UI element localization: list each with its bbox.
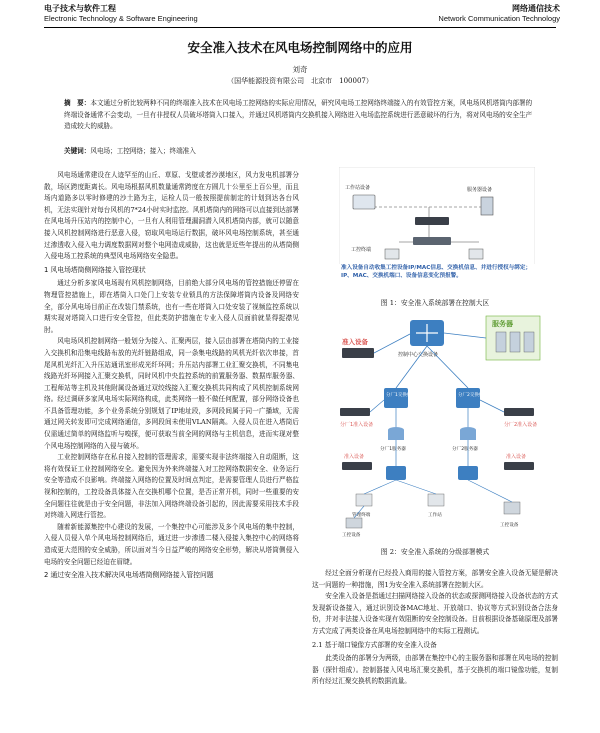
- top-access-device-label: 准入设备: [342, 338, 368, 346]
- industrial-device-left-label: 工控设备: [342, 533, 361, 538]
- server-rack-icon: [510, 332, 520, 352]
- sec1-paragraph-2: 风电场风机控制网络一般划分为接入、汇聚两层，接入层由部署在塔筒内的工业接入交换机和沿集电线路布放的光纤链路组成，同一条集电线路的风机光纤依次串接，首尾风机光纤汇入升压站通讯室形成光纤环网；升压站内部署工业汇聚交换机，不同集电线路光纤环网接入汇聚交换机，同时风机中央监控系统的前置服务器、数据库服务器、工程师站等主机及其他附属设备通过双绞线接入汇聚交换机共同构成了风机控制系统网络。经过调研多家风电场实际网络构成，此类网络一般不做任何配置，部分网络设备也不具备管理功能，多个业务系统分别规划了IP地址段，多网段间属于同一广播域，无需通过网关转发即可完成网络通信，多网段间未使用VLAN隔离。入侵人员在进入塔筒后仅需通过简单的网络监听与嗅探，便可获取当前全网的网络与主机信息，进而实现对整个风电场控制网络的入侵与破坏。: [44, 337, 299, 450]
- subsection-2-1-heading: 2.1 基于端口镜像方式部署的安全准入设备: [312, 640, 437, 649]
- section-2-heading: 2 通过安全准入技术解决风电场塔筒侧网络接入管控问题: [44, 571, 214, 580]
- management-terminal-icon: [356, 494, 372, 506]
- link-line: [444, 333, 486, 338]
- server-icon: [481, 197, 493, 215]
- branch-1-switch-label: 分厂1交换机: [386, 393, 412, 398]
- section-name-cn: 网络通信技术: [512, 4, 560, 13]
- right-column: [312, 568, 558, 688]
- journal-name-cn: 电子技术与软件工程: [44, 4, 116, 13]
- lower-right-access-label: 准入设备: [506, 454, 527, 460]
- server-group-label: 服务器: [492, 320, 513, 328]
- link-line: [370, 400, 384, 412]
- access-device-icon: [415, 217, 449, 225]
- branch-1-switch-icon: [384, 388, 408, 408]
- journal-header-left: [44, 4, 198, 24]
- right-paragraph-3: 此类设备的部署分为两级，由部署在集控中心的主服务器和部署在风电场的控制器（探针组成）。控制器接入风电场汇聚交换机，基于交换机的端口镜像功能，复制所有经过汇聚交换机的数据流量。: [312, 654, 558, 686]
- terminal-icon: [385, 249, 399, 259]
- link-line: [480, 400, 504, 412]
- section-name-en: Network Communication Technology: [438, 14, 560, 23]
- right-paragraph-1: 经过全面分析现有已经投入商用的接入管控方案，部署安全准入设备无疑是解决这一问题的一种措施，图1为安全准入系统部署在控制大区。: [312, 569, 558, 589]
- workstation-label: 工作站: [428, 513, 442, 518]
- server-rack-icon: [496, 332, 506, 352]
- lower-left-access-icon: [342, 462, 372, 470]
- branch-2-db-icon-body: [460, 430, 476, 440]
- workstation-icon: [428, 494, 444, 506]
- keywords-text: 风电场；工控网络；接入；终端准入: [90, 147, 196, 155]
- workstation-label: 工作站设备: [345, 185, 371, 191]
- sec1-paragraph-3: 工业控制网络存在私自接入控制的管理需求，需要实现非法终端接入自动阻断，这将有效保证工业控制网络安全。避免因为外来终端接入对工控网络数据安全、业务运行安全等造成不良影响。终端接入网络的位置及时间点判定，是需要管理人员进行严格监视和控制的，工控设备具体接入在交换机哪个位置，是否正常开机，同时一些重要的安全问题往往就是由于安全问题，非法加入网络终端设备引起的，因此需要采用技术手段对终端入网进行管控。: [44, 453, 299, 520]
- terminal-icon: [469, 249, 483, 259]
- paper-title: 安全准入技术在风电场控制网络中的应用: [187, 40, 413, 55]
- branch-2-access-label: 分厂2准入设备: [504, 422, 538, 428]
- management-terminal-label: 管理终端: [352, 513, 371, 518]
- abstract-text: 本文通过分析比较两种不同的终端准入技术在风电场工控网络的实际应用情况，研究风电场工控网络终端接入的有效管控方案，风电场风机塔筒内部署的终端设备通常不会变动，一旦有非授权人员破坏塔筒入口接入，并通过风机塔筒内交换机接入网络进入电场监控系统进行恶意破坏的行为，将对风电场的安全生产造成较大的威胁。: [64, 99, 533, 130]
- workstation-icon: [353, 195, 375, 209]
- lower-right-switch-icon: [458, 466, 478, 480]
- link-line: [374, 334, 410, 353]
- journal-name-en: Electronic Technology & Software Engineering: [44, 14, 198, 23]
- branch-2-server-label: 分厂2服务器: [452, 447, 478, 452]
- branch-2-switch-label: 分厂2交换机: [458, 393, 484, 398]
- server-label: 服务器设备: [467, 187, 493, 193]
- branch-1-server-label: 分厂1服务器: [380, 447, 406, 452]
- section-1-heading: 1 风电场塔筒侧网络接入管控现状: [44, 265, 146, 274]
- server-rack-icon: [524, 332, 534, 352]
- header-divider: [44, 27, 556, 28]
- affiliation: （国华能源投资有限公司 北京市 100007）: [227, 77, 373, 85]
- industrial-device-right-icon: [504, 502, 520, 514]
- switch-icon: [413, 237, 451, 245]
- link-line: [468, 480, 512, 502]
- keywords-label: 关键词：: [64, 147, 91, 155]
- link-line: [396, 480, 436, 494]
- keywords: [64, 145, 536, 155]
- industrial-terminal-label: 工控终端: [351, 247, 372, 253]
- branch-2-access-device-icon: [504, 408, 534, 416]
- banner-text-box: [341, 264, 533, 292]
- figure-1: [339, 167, 535, 292]
- figure-1-caption: 图 1：安全准入系统部署在控制大区: [380, 299, 490, 307]
- industrial-device-right-label: 工控设备: [500, 523, 519, 528]
- branch-1-access-device-icon: [340, 408, 370, 416]
- figure-2: [336, 312, 542, 538]
- banner-text: 准入设备自动收集工控设备IP/MAC信息、交换机信息、并进行授权与绑定；IP、MAC、交换机端口、设备信息变化预报警。: [341, 265, 532, 279]
- sec1-paragraph-1: 通过分析多家风电场现有风机控制网络，目前绝大部分风电场的管控措施还停留在物理管控措施上，即在塔筒入口处门上安装专业锁具的方法保障塔筒内设备及网络安全，部分风电场目前正在改装门禁系统，也有一些在塔筒入口处安装了视频监控系统以期实现对塔筒入口进行安全管控，但此类防护措施在专业入侵人员面前就显得捉襟见肘。: [44, 279, 299, 334]
- industrial-device-left-icon: [346, 518, 362, 528]
- control-center-switch-label: 控制中心交换设备: [398, 352, 439, 358]
- top-access-device-icon: [342, 348, 374, 358]
- branch-1-db-icon-body: [388, 430, 404, 440]
- abstract: [64, 98, 536, 133]
- lower-left-access-label: 准入设备: [344, 454, 365, 460]
- lower-left-switch-icon: [386, 466, 406, 480]
- figure-2-caption: 图 2：安全准入系统的分级部署模式: [380, 548, 490, 556]
- link-line: [427, 346, 468, 388]
- sec1-paragraph-4: 随着新能源集控中心建设的发展，一个集控中心可能涉及多个风电场的集中控制，入侵人员侵入单个风电场控制网络后，通过进一步渗透二楼入侵接入集控中心的网络将造成更大范围的安全威胁，所以面对当今日益严峻的网络安全形势，解决从塔筒侧侵入电场的安全问题已经迫在眉睫。: [44, 522, 299, 566]
- journal-header-right: [438, 4, 560, 24]
- left-column: [44, 170, 299, 584]
- lower-right-access-icon: [504, 462, 534, 470]
- branch-1-access-label: 分厂1准入设备: [340, 422, 374, 428]
- right-paragraph-2: 安全准入设备是指通过扫描网络接入设备的状态或探测网络接入设备状态的方式发现新设备接入，通过识别设备MAC地址、开放端口、协议等方式识别设备合法身份，并对非法接入设备实现有效阻断的安全控制设备。目前根据设备基础原理及部署方式完成了两类设备在风电场控制网络中的实际工程测试。: [312, 592, 558, 635]
- intro-paragraph: 风电场通常建设在人迹罕至的山丘、草原、戈壁或者沙漠地区，风力发电机部署分散，场区跨度距离长。风电场根据风机数量通常跨度在方圆几十公里至上百公里，而且场内道路多以零时修建的沙土路为主，运检人员一般按照提前制定的计划到达各台风机，无法实现针对每台风机的7*24小时实时监控。风机塔筒内的网络可以直接到达部署在风电场升压站内的控制中心，一旦有人利用管理漏洞潜入风机塔筒内部，就可以随意接入风机控制网络进行恶意入侵，窃取风电场运行数据，破坏风电场控制系统，甚至通过渗透收入侵入电力调度数据网对整个电网造成威胁，这也就是近些年提出的从塔筒侧入侵电场工控系统的典型风电场网络安全隐患。: [44, 171, 299, 261]
- abstract-label: 摘 要：: [64, 99, 91, 107]
- author: 刘奇: [292, 65, 308, 74]
- branch-2-switch-icon: [456, 388, 480, 408]
- link-line: [364, 480, 396, 494]
